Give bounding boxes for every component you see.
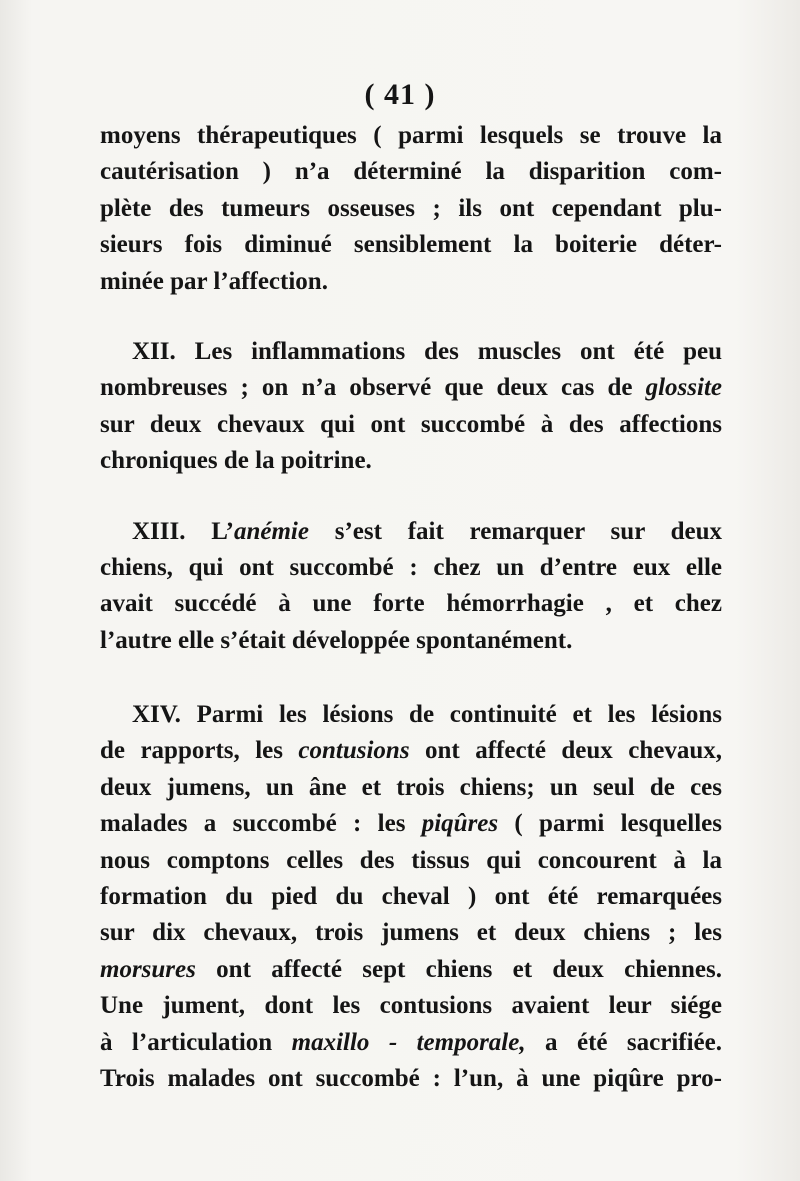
text-line [100, 264, 722, 300]
text-run: de rapports, les [100, 737, 299, 765]
text-line [100, 154, 722, 190]
italic-text: maxillo - temporale, [291, 1028, 526, 1056]
text-line [100, 697, 722, 733]
page-number: ( 41 ) [364, 78, 436, 111]
text-run: l’autre elle s’était développée spontanément. [100, 626, 573, 654]
text-line [100, 1061, 722, 1097]
text-run: chroniques de la poitrine. [100, 447, 372, 475]
text-run: plète des tumeurs osseuses ; ils ont cependant plu- [100, 194, 722, 222]
text-run: Une jument, dont les contusions avaient leur siége [100, 992, 722, 1020]
text-run: cautérisation ) n’a déterminé la disparition com- [100, 158, 722, 186]
text-line [100, 443, 722, 479]
text-run: Trois malades ont succombé : l’un, à une piqûre pro- [100, 1064, 722, 1092]
text-line [100, 118, 722, 154]
text-line [100, 806, 722, 842]
text-run: avait succédé à une forte hémorrhagie , et chez [100, 590, 722, 618]
text-line [100, 586, 722, 622]
text-run: a été sacrifiée. [525, 1028, 722, 1056]
text-line [100, 227, 722, 263]
text-run: sur deux chevaux qui ont succombé à des affections [100, 410, 722, 438]
text-line [100, 770, 722, 806]
text-line [100, 915, 722, 951]
text-run: nombreuses ; on n’a observé que deux cas de [100, 374, 646, 402]
text-run: formation du pied du cheval ) ont été remarquées [100, 883, 722, 911]
text-run: XIV. Parmi les lésions de continuité et les lésions [132, 701, 722, 729]
paragraph-4 [100, 697, 722, 1097]
text-run: sur dix chevaux, trois jumens et deux chiens ; les [100, 919, 722, 947]
text-line [100, 988, 722, 1024]
text-run: XII. Les inflammations des muscles ont été peu [132, 337, 722, 365]
text-line [100, 407, 722, 443]
italic-text: contusions [298, 737, 410, 765]
italic-text: morsures [100, 955, 196, 983]
paragraph-2 [100, 334, 722, 480]
paragraph-3 [100, 514, 722, 660]
text-run: moyens thérapeutiques ( parmi lesquels se trouve la [100, 122, 722, 149]
text-run: à l’articulation [100, 1028, 292, 1056]
text-run: deux jumens, un âne et trois chiens; un seul de ces [100, 773, 722, 801]
text-line [100, 879, 722, 915]
text-line [100, 1025, 722, 1061]
italic-text: anémie [233, 517, 309, 545]
text-line [100, 370, 722, 406]
text-run: ont affecté sept chiens et deux chiennes. [195, 955, 722, 983]
text-line [100, 550, 722, 586]
text-run: ( parmi lesquelles [498, 810, 722, 838]
text-line [100, 514, 722, 550]
text-run: nous comptons celles des tissus qui concourent à la [100, 846, 722, 874]
text-line [100, 191, 722, 227]
text-run: s’est fait remarquer sur deux [308, 517, 722, 545]
italic-text: piqûres [421, 810, 499, 838]
text-run: malades a succombé : les [100, 810, 422, 838]
text-line [100, 623, 722, 659]
italic-text: glossite [645, 374, 722, 402]
text-line [100, 334, 722, 370]
text-line [100, 952, 722, 988]
body-text [100, 118, 722, 1097]
text-run: ont affecté deux chevaux, [409, 737, 722, 765]
text-run: chiens, qui ont succombé : chez un d’entre eux elle [100, 553, 722, 581]
text-run: minée par l’affection. [100, 267, 328, 295]
text-run: sieurs fois diminué sensiblement la boiterie déter- [100, 231, 722, 259]
paragraph-1 [100, 118, 722, 300]
text-line [100, 843, 722, 879]
text-run: XIII. L’ [132, 517, 234, 545]
text-line [100, 733, 722, 769]
